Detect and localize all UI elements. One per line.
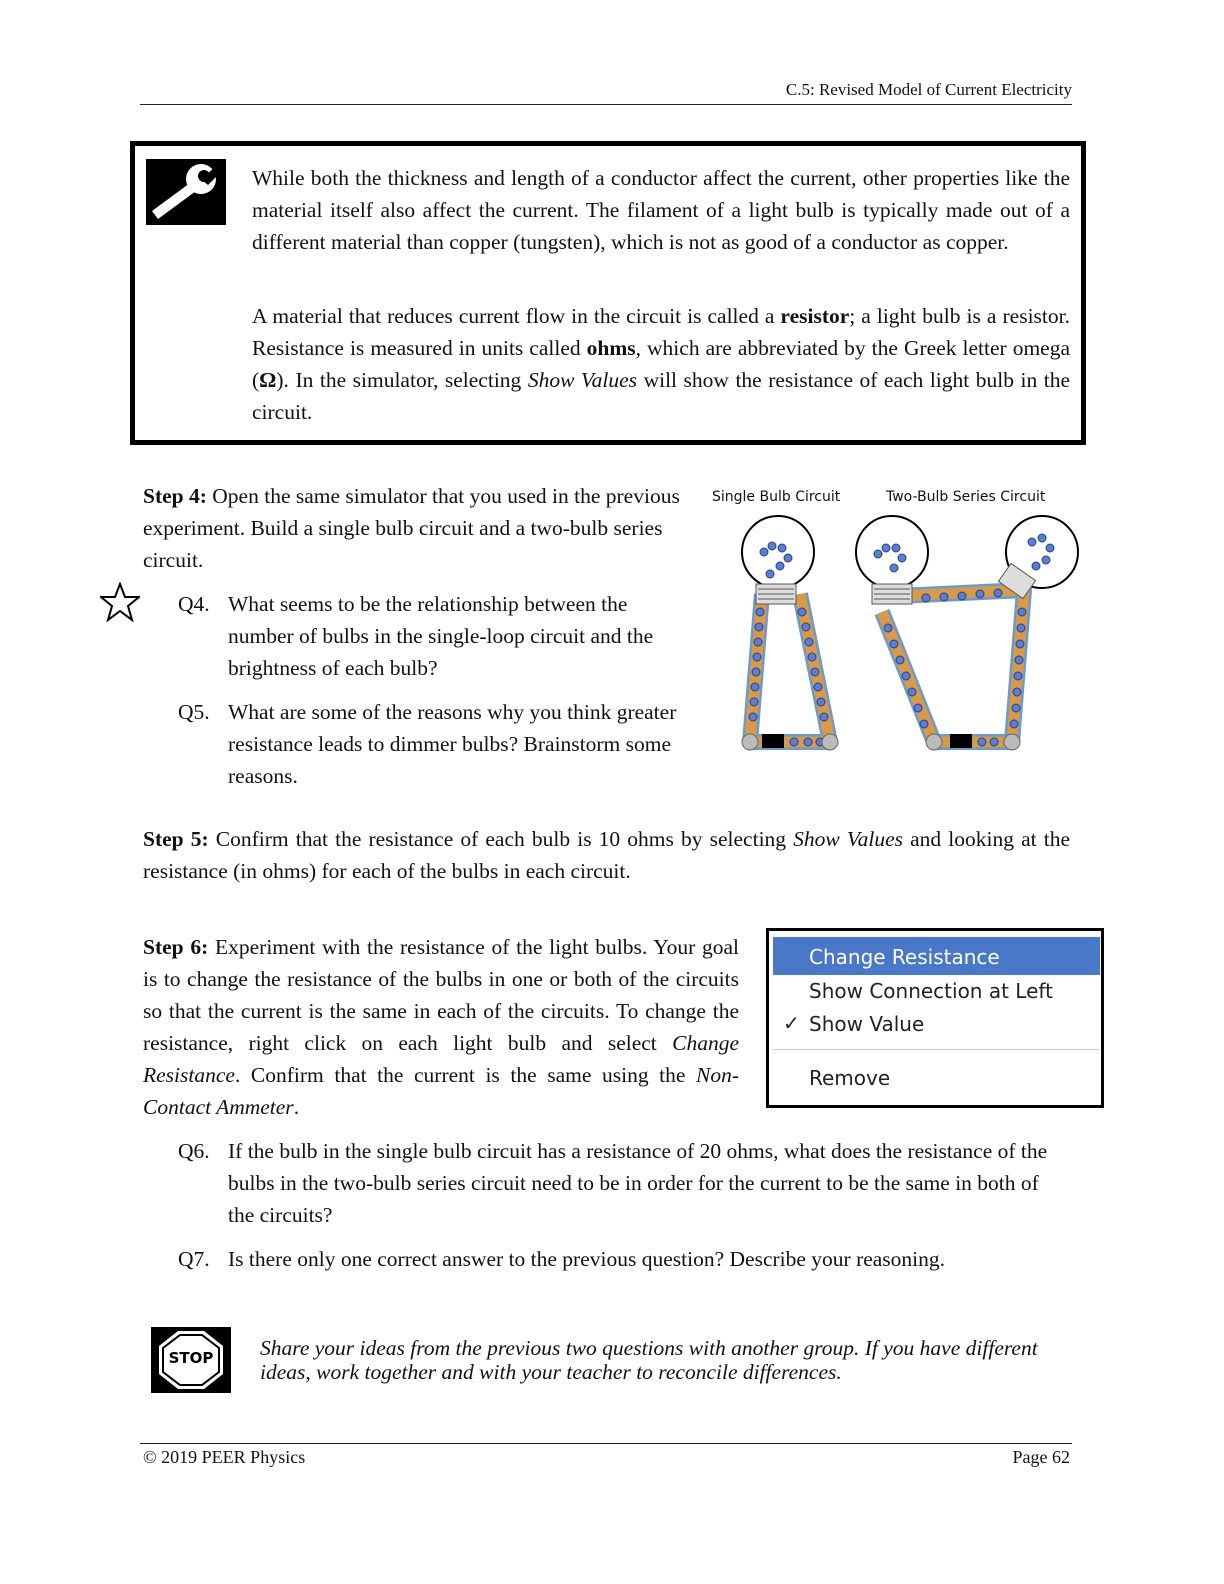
question-q7: Q7. Is there only one correct answer to the previous question? Describe your reasoning. [178, 1247, 946, 1271]
context-menu [766, 928, 1104, 1108]
term-resistor: resistor [780, 304, 850, 328]
question-q5: Q5. What are some of the reasons why you think greater resistance leads to dimmer bulbs? Brainstorm some reasons. [178, 700, 677, 788]
stop-label: STOP [168, 1349, 214, 1367]
menu-item-remove[interactable]: Remove [809, 1066, 891, 1090]
menu-item-show-connection[interactable]: Show Connection at Left [809, 979, 1053, 1003]
note-paragraph-2: A material that reduces current flow in the circuit is called a resistor; a light bulb is a resistor. Resistance is measured in units called ohms, which are abbreviated by the Greek letter omega (Ω). In the simulator, selecting Show Values will show the resistance of each light bulb in the circuit. [252, 304, 1071, 424]
star-icon [100, 582, 140, 622]
two-bulb-circuit [856, 516, 1078, 750]
stop-message: Share your ideas from the previous two questions with another group. If you have different ideas, work together and with your teacher to reconcile differences. [260, 1336, 1038, 1384]
wrench-icon [146, 159, 226, 225]
single-bulb-circuit [742, 516, 838, 750]
menu-item-change-resistance[interactable]: Change Resistance [809, 945, 1000, 969]
footer-rule [140, 1443, 1072, 1444]
caption-two-bulb: Two-Bulb Series Circuit [886, 489, 1046, 505]
question-q6: Q6. If the bulb in the single bulb circuit has a resistance of 20 ohms, what does the resistance of the bulbs in the two-bulb series circuit need to be in order for the current to be the same in both of the circuits? [178, 1139, 1048, 1227]
term-ohms: ohms [586, 336, 636, 360]
question-q4: Q4. What seems to be the relationship between the number of bulbs in the single-loop circuit and the brightness of each bulb? [178, 592, 654, 680]
step-4: Step 4: Open the same simulator that you used in the previous experiment. Build a single bulb circuit and a two-bulb series circuit. [143, 484, 680, 572]
footer-copyright: © 2019 PEER Physics [143, 1447, 306, 1467]
page-header-title: C.5: Revised Model of Current Electricity [785, 80, 1072, 99]
footer-page-number: Page 62 [1012, 1447, 1070, 1467]
menu-item-show-value[interactable]: Show Value [809, 1012, 925, 1036]
stop-sign-icon [151, 1327, 231, 1393]
caption-single-bulb: Single Bulb Circuit [712, 489, 841, 505]
header-rule [140, 104, 1072, 105]
step-5: Step 5: Confirm that the resistance of each bulb is 10 ohms by selecting Show Values and looking at the resistance (in ohms) for each of the bulbs in each circuit. [143, 827, 1070, 883]
checkmark-icon: ✓ [783, 1011, 800, 1035]
circuit-figure [712, 512, 1082, 772]
menu-separator [773, 1049, 1099, 1050]
step-6: Step 6: Experiment with the resistance of the light bulbs. Your goal is to change the resistance of the bulbs in one or both of the circuits so that the current is the same in each of the circuits. To change the resistance, right click on each light bulb and select Change Resistance. Confirm that the current is the same using the Non-Contact Ammeter. [143, 935, 739, 1119]
note-paragraph-1: While both the thickness and length of a conductor affect the current, other properties like the material itself also affect the current. The filament of a light bulb is typically made out of a different material than copper (tungsten), which is not as good of a conductor as copper. [252, 166, 1070, 254]
